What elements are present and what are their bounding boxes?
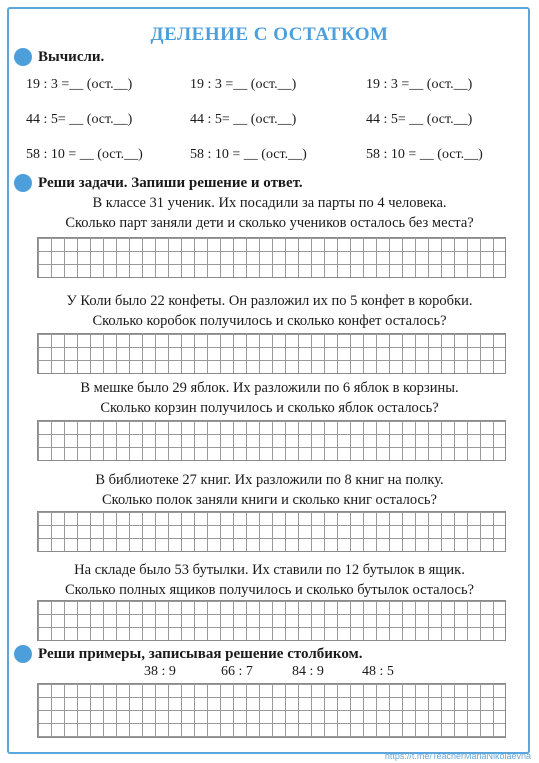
- answer-grid[interactable]: [37, 511, 506, 552]
- answer-grid-large[interactable]: [37, 683, 506, 738]
- exercise: 44 : 5= __ (ост.__): [190, 112, 297, 127]
- footer-link[interactable]: https://t.me/TeacherMariaNikolaevna: [384, 751, 531, 761]
- task-line: Сколько парт заняли дети и сколько учеников осталось без места?: [65, 215, 474, 231]
- exercise: 44 : 5= __ (ост.__): [26, 112, 133, 127]
- task-1-text: [0, 193, 539, 233]
- task-4-text: [0, 470, 539, 510]
- page-title: ДЕЛЕНИЕ С ОСТАТКОМ: [150, 24, 389, 45]
- column-example: 84 : 9: [292, 664, 324, 679]
- column-example: 48 : 5: [362, 664, 394, 679]
- task-line: На складе было 53 бутылки. Их ставили по 12 бутылок в ящик.: [74, 562, 465, 578]
- task-line: Сколько полок заняли книги и сколько книг осталось?: [102, 492, 437, 508]
- task-line: Сколько полных ящиков получилось и сколько бутылок осталось?: [65, 582, 474, 598]
- answer-grid[interactable]: [37, 420, 506, 461]
- exercise: 58 : 10 = __ (ост.__): [366, 147, 483, 162]
- task-line: В библиотеке 27 книг. Их разложили по 8 книг на полку.: [95, 472, 444, 488]
- task-line: Сколько коробок получилось и сколько конфет осталось?: [92, 313, 447, 329]
- task-line: У Коли было 22 конфеты. Он разложил их по 5 конфет в коробки.: [66, 293, 473, 309]
- answer-grid[interactable]: [37, 600, 506, 641]
- task-5-text: [0, 560, 539, 600]
- bullet-dot-icon: [14, 48, 32, 66]
- section-heading-text: Реши примеры, записывая решение столбиком.: [38, 645, 363, 662]
- section-column-heading: [14, 645, 363, 663]
- bullet-dot-icon: [14, 174, 32, 192]
- task-line: Сколько корзин получилось и сколько яблок осталось?: [100, 400, 439, 416]
- task-line: В классе 31 ученик. Их посадили за парты по 4 человека.: [92, 195, 447, 211]
- exercise: 19 : 3 =__ (ост.__): [366, 77, 473, 92]
- exercise: 19 : 3 =__ (ост.__): [190, 77, 297, 92]
- section-heading-text: Реши задачи. Запиши решение и ответ.: [38, 174, 303, 191]
- column-example: 66 : 7: [221, 664, 253, 679]
- task-3-text: [0, 378, 539, 418]
- exercise: 19 : 3 =__ (ост.__): [26, 77, 133, 92]
- answer-grid[interactable]: [37, 333, 506, 374]
- exercise: 58 : 10 = __ (ост.__): [26, 147, 143, 162]
- task-2-text: [0, 291, 539, 331]
- section-tasks-heading: [14, 174, 303, 192]
- task-line: В мешке было 29 яблок. Их разложили по 6 яблок в корзины.: [80, 380, 459, 396]
- bullet-dot-icon: [14, 645, 32, 663]
- section-calculate-heading: [14, 48, 104, 66]
- section-heading-text: Вычисли.: [38, 48, 105, 65]
- column-example: 38 : 9: [144, 664, 176, 679]
- answer-grid[interactable]: [37, 237, 506, 278]
- exercise: 44 : 5= __ (ост.__): [366, 112, 473, 127]
- exercise: 58 : 10 = __ (ост.__): [190, 147, 307, 162]
